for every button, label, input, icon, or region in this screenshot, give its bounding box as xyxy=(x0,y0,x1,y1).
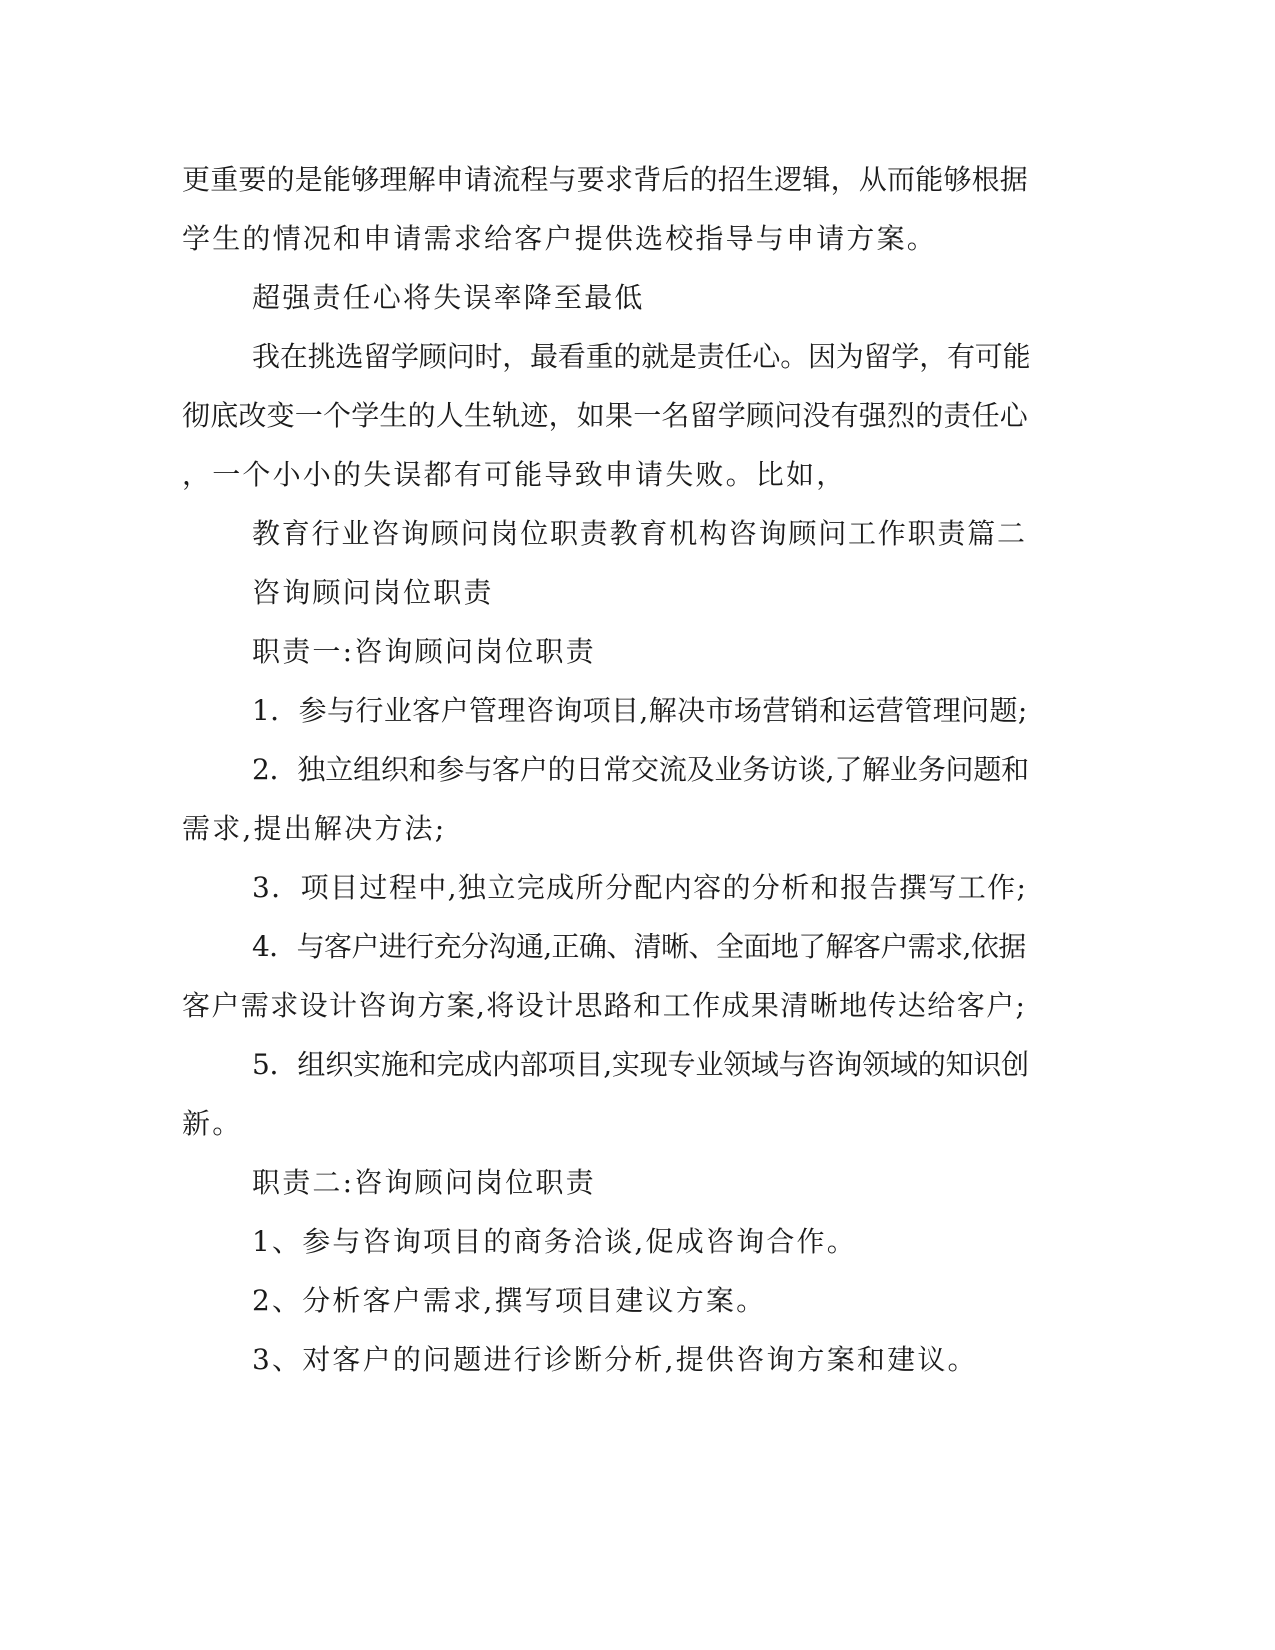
list-item: 2．独立组织和参与客户的日常交流及业务访谈,了解业务问题和 xyxy=(252,753,1029,786)
text-line: ，一个小小的失误都有可能导致申请失败。比如， xyxy=(182,458,847,491)
list-item: 1．参与行业客户管理咨询项目,解决市场营销和运营管理问题; xyxy=(252,694,1028,727)
list-item: 5．组织实施和完成内部项目,实现专业领域与咨询领域的知识创 xyxy=(252,1048,1029,1081)
section-heading: 教育行业咨询顾问岗位职责教育机构咨询顾问工作职责篇二 xyxy=(252,517,1027,550)
list-item-continuation: 客户需求设计咨询方案,将设计思路和工作成果清晰地传达给客户; xyxy=(182,989,1027,1022)
text-line: 学生的情况和申请需求给客户提供选校指导与申请方案。 xyxy=(182,222,938,255)
text-line: 彻底改变一个学生的人生轨迹，如果一名留学顾问没有强烈的责任心 xyxy=(182,399,1029,432)
list-item: 3．项目过程中,独立完成所分配内容的分析和报告撰写工作; xyxy=(252,871,1028,904)
text-line: 我在挑选留学顾问时，最看重的就是责任心。因为留学，有可能 xyxy=(252,340,1031,373)
list-item-continuation: 新。 xyxy=(182,1107,243,1140)
text-line: 更重要的是能够理解申请流程与要求背后的招生逻辑，从而能够根据 xyxy=(182,163,1029,196)
section-heading: 咨询顾问岗位职责 xyxy=(252,576,494,609)
section-heading: 职责二:咨询顾问岗位职责 xyxy=(252,1166,596,1199)
section-heading: 职责一:咨询顾问岗位职责 xyxy=(252,635,596,668)
list-item-continuation: 需求,提出解决方法; xyxy=(182,812,447,845)
list-item: 2、分析客户需求,撰写项目建议方案。 xyxy=(252,1284,767,1317)
list-item: 4．与客户进行充分沟通,正确、清晰、全面地了解客户需求,依据 xyxy=(252,930,1026,963)
list-item: 1、参与咨询项目的商务洽谈,促成咨询合作。 xyxy=(252,1225,857,1258)
list-item: 3、对客户的问题进行诊断分析,提供咨询方案和建议。 xyxy=(252,1343,978,1376)
section-heading: 超强责任心将失误率降至最低 xyxy=(252,281,645,314)
